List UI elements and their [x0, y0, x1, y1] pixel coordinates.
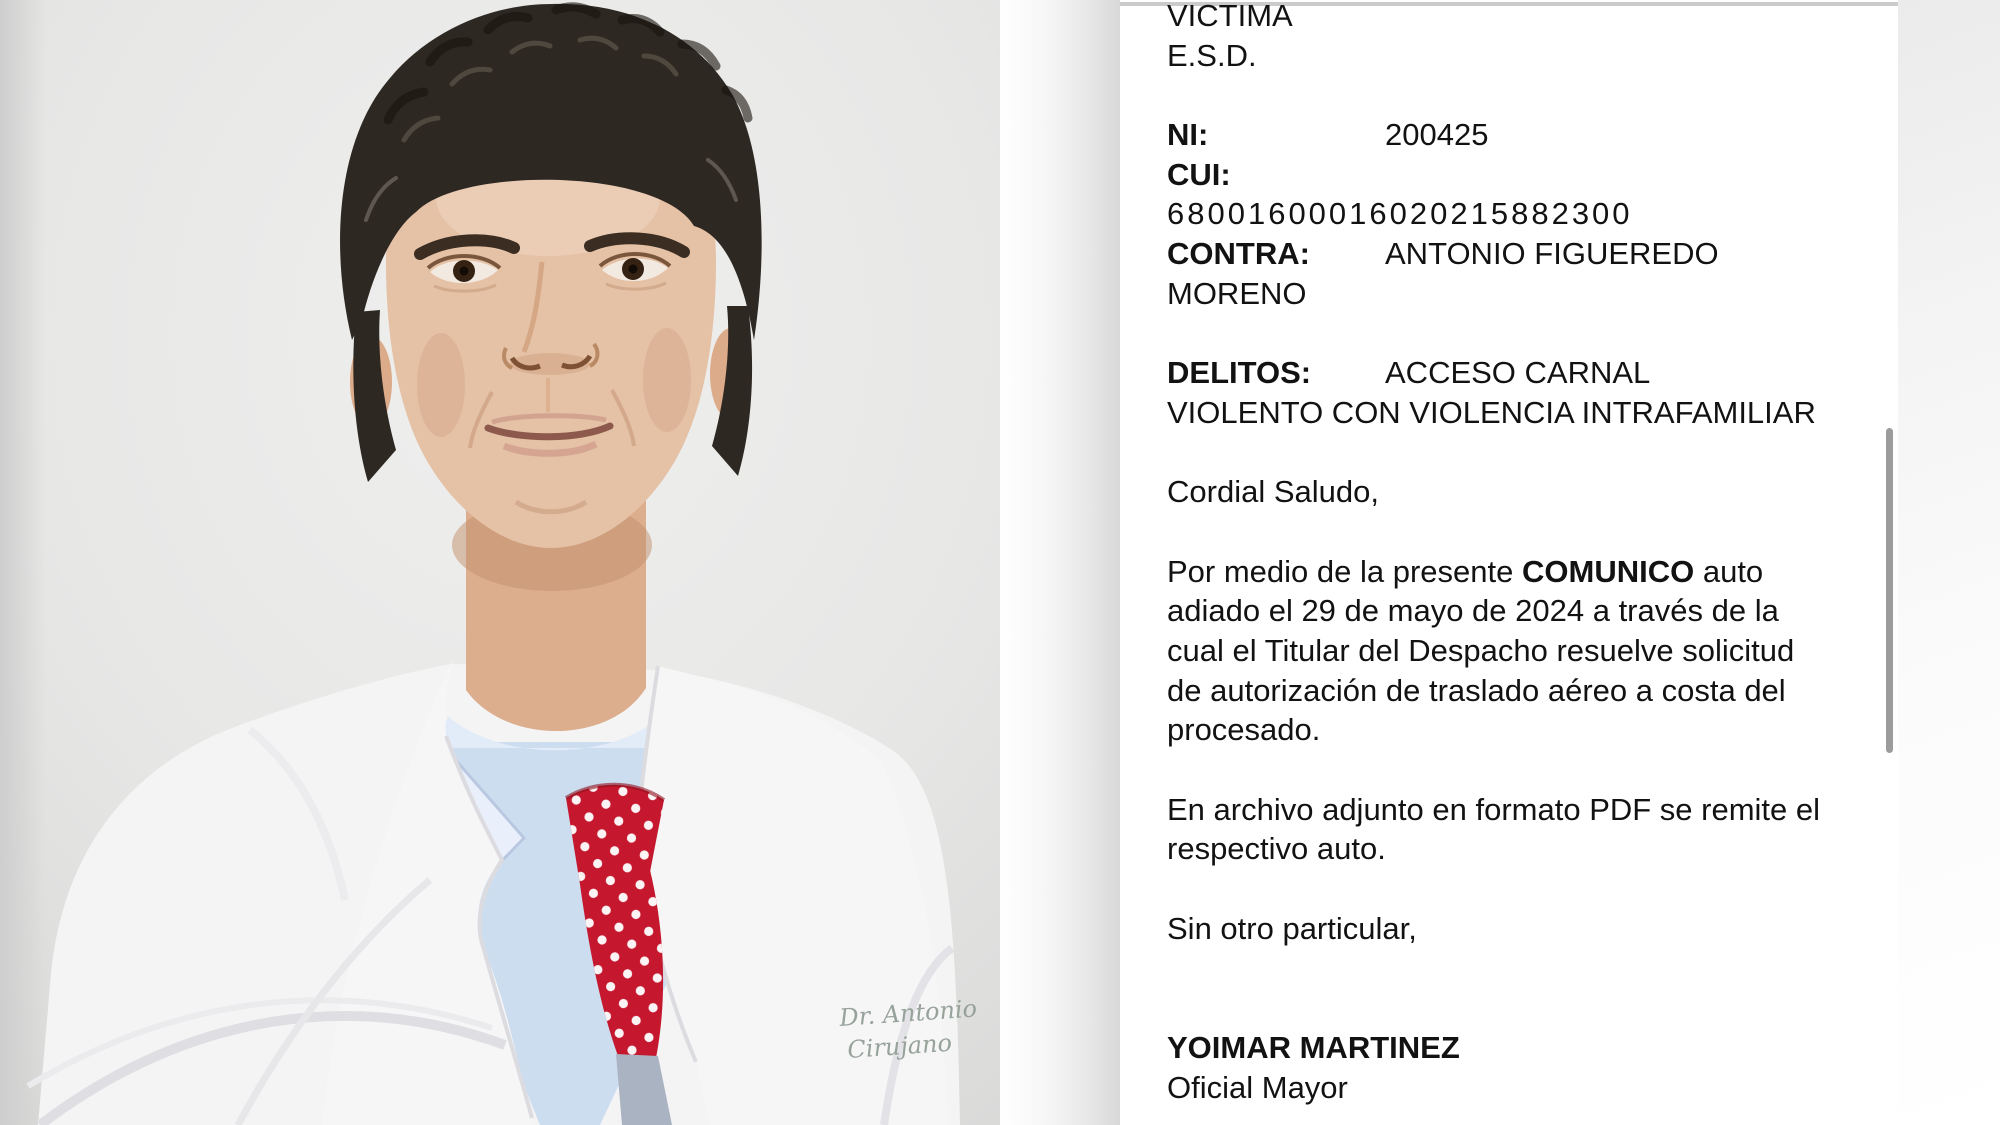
- body-text: auto: [1694, 553, 1764, 589]
- document-line: [1167, 75, 1820, 115]
- line-value: ANTONIO FIGUEREDO: [1385, 236, 1719, 272]
- document-line: [1167, 869, 1820, 909]
- line-value: 200425: [1385, 117, 1489, 153]
- emphasized-text: COMUNICO: [1522, 553, 1695, 589]
- document-line: [1167, 949, 1820, 989]
- scrollbar-thumb[interactable]: [1886, 428, 1893, 753]
- document-line: [1167, 988, 1820, 1028]
- document-line: [1167, 909, 1820, 949]
- right-edge-strip: [1898, 0, 2000, 1125]
- body-text: Oficial Mayor: [1167, 1069, 1348, 1105]
- document-line: [1167, 234, 1820, 274]
- body-text: VIOLENTO CON VIOLENCIA INTRAFAMILIAR: [1167, 394, 1816, 430]
- body-text: 68001600016020215882300: [1167, 196, 1633, 232]
- body-text: cual el Titular del Despacho resuelve solicitud: [1167, 633, 1795, 668]
- document-line: [1167, 0, 1820, 36]
- document-line: [1167, 552, 1820, 592]
- body-text: VICTIMA: [1167, 0, 1293, 33]
- document-line: [1167, 710, 1820, 750]
- line-value: ACCESO CARNAL: [1385, 355, 1651, 391]
- body-text: Cordial Saludo,: [1167, 474, 1379, 510]
- body-text: En archivo adjunto en formato PDF se remite el: [1167, 791, 1821, 827]
- body-text: adiado el 29 de mayo de 2024 a través de la: [1167, 593, 1779, 629]
- document-line: [1167, 1028, 1820, 1068]
- body-text: de autorización de traslado aéreo a costa del: [1167, 672, 1786, 708]
- body-text: MORENO: [1167, 275, 1307, 311]
- document-line: [1167, 274, 1820, 314]
- body-text: Por medio de la presente: [1167, 553, 1522, 589]
- line-label: CONTRA:: [1167, 236, 1310, 272]
- body-text: respectivo auto.: [1167, 831, 1386, 867]
- document-line: [1167, 512, 1820, 552]
- coat-embroidery-line1: Dr. Antonio: [838, 994, 978, 1032]
- document-line: [1167, 314, 1820, 354]
- document-line: [1167, 433, 1820, 473]
- document-line: [1167, 194, 1820, 234]
- body-text: YOIMAR MARTINEZ: [1167, 1029, 1460, 1065]
- body-text: Sin otro particular,: [1167, 910, 1417, 946]
- body-text: procesado.: [1167, 712, 1321, 748]
- document-line: [1167, 115, 1820, 155]
- document-line: [1167, 750, 1820, 790]
- body-text: E.S.D.: [1167, 37, 1257, 73]
- line-label: DELITOS:: [1167, 355, 1312, 391]
- document-line: [1167, 353, 1820, 393]
- document-line: [1167, 1068, 1820, 1108]
- document-line: [1167, 36, 1820, 76]
- document-body: [1167, 0, 1820, 1107]
- coat-embroidery-line2: Cirujano: [846, 1028, 953, 1064]
- photo-left-shadow: [0, 0, 46, 1125]
- document-line: [1167, 591, 1820, 631]
- document-line: [1167, 671, 1820, 711]
- document-line: [1167, 472, 1820, 512]
- document-line: [1167, 155, 1820, 195]
- document-line: [1167, 631, 1820, 671]
- document-line: [1167, 829, 1820, 869]
- line-label: NI:: [1167, 117, 1209, 153]
- photo-document-divider: [1000, 0, 1120, 1125]
- document-line: [1167, 790, 1820, 830]
- document-line: [1167, 393, 1820, 433]
- line-label: CUI:: [1167, 156, 1231, 192]
- document-panel: [1120, 0, 1898, 1125]
